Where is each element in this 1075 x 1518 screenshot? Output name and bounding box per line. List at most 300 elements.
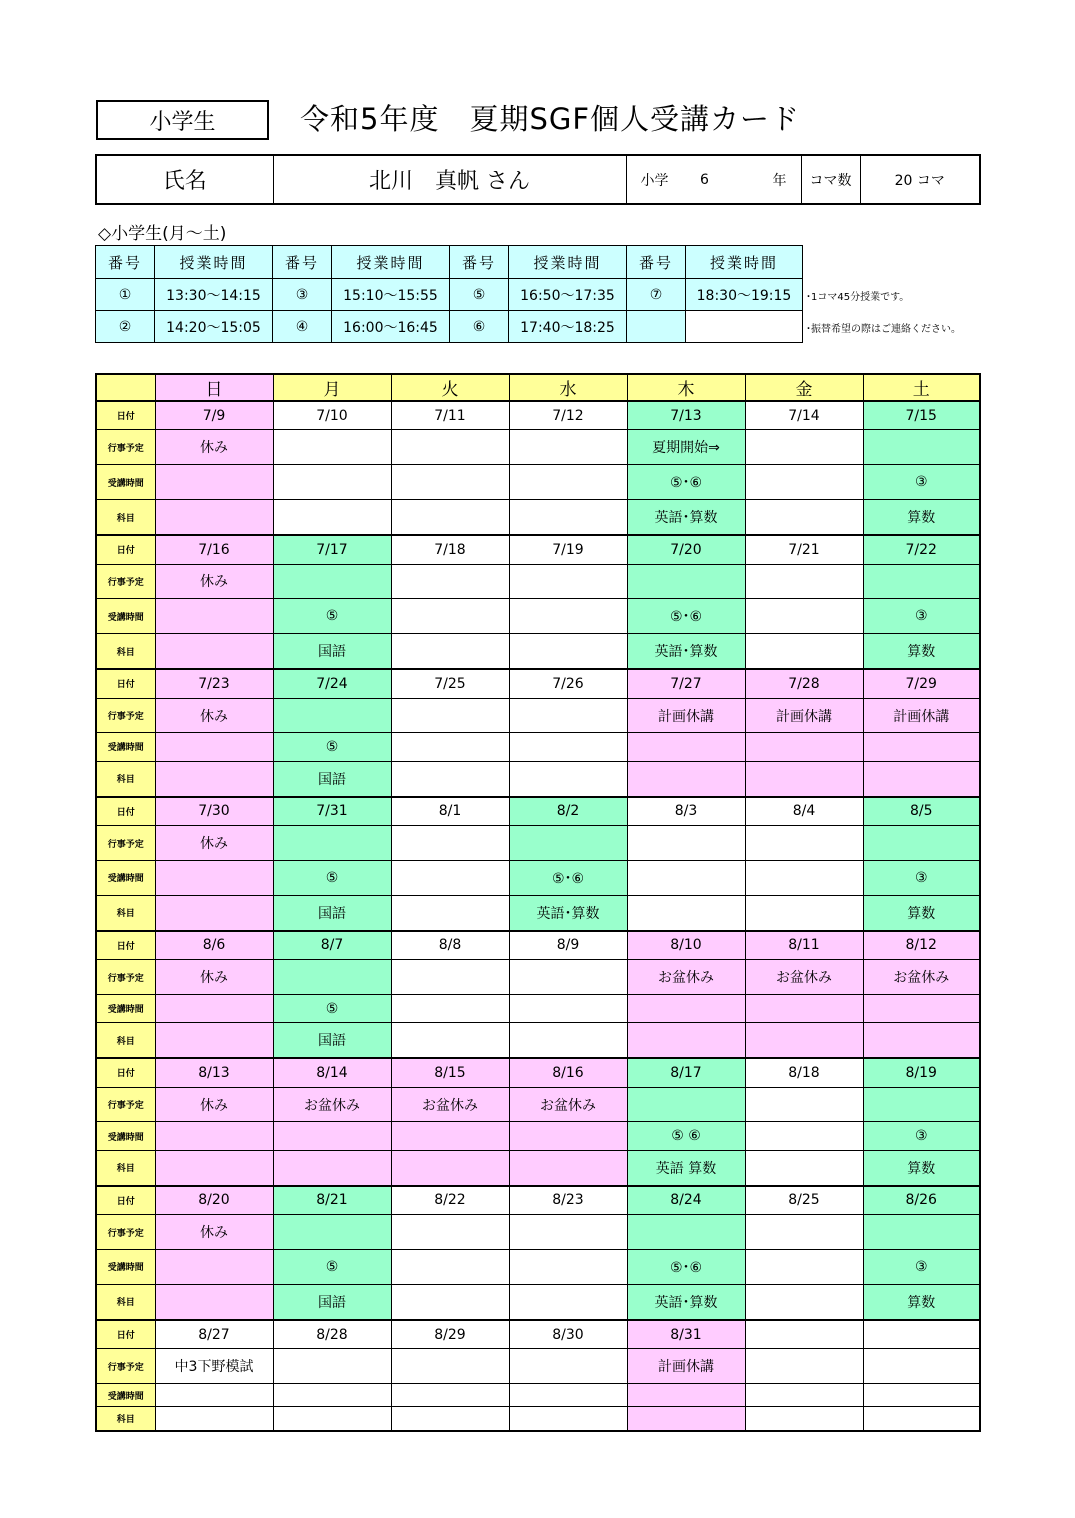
subject-cell xyxy=(155,634,273,670)
date-cell: 8/19 xyxy=(863,1058,980,1087)
subject-cell xyxy=(155,895,273,931)
time-cell xyxy=(391,994,509,1022)
subject-cell: 英語･算数 xyxy=(509,895,627,931)
time-cell xyxy=(509,599,627,634)
period-number: ④ xyxy=(273,311,332,343)
date-cell: 8/4 xyxy=(745,797,863,826)
koma-value: 20 コマ xyxy=(860,155,980,204)
subject-row xyxy=(96,1284,980,1320)
subject-cell xyxy=(745,1284,863,1320)
subject-cell xyxy=(273,1150,391,1186)
period-time: 18:30～19:15 xyxy=(686,279,803,311)
period-number: ⑤ xyxy=(450,279,509,311)
period-time: 13:30～14:15 xyxy=(155,279,273,311)
subject-cell xyxy=(391,895,509,931)
time-cell: ③ xyxy=(863,1122,980,1150)
period-time-header: 授業時間 xyxy=(155,246,273,279)
time-cell xyxy=(391,1249,509,1284)
date-cell: 8/15 xyxy=(391,1058,509,1087)
subject-row xyxy=(96,1150,980,1186)
period-num-header: 番号 xyxy=(96,246,155,279)
date-cell: 7/15 xyxy=(863,401,980,430)
event-cell xyxy=(627,564,745,599)
event-cell: 中3下野模試 xyxy=(155,1349,273,1384)
event-cell xyxy=(745,430,863,465)
date-row xyxy=(96,797,980,826)
row-label: 行事予定 xyxy=(96,564,155,599)
time-cell xyxy=(391,860,509,895)
time-cell: ③ xyxy=(863,860,980,895)
date-cell: 8/25 xyxy=(745,1186,863,1215)
row-label: 行事予定 xyxy=(96,1087,155,1122)
date-cell: 7/18 xyxy=(391,535,509,564)
period-num-header: 番号 xyxy=(627,246,686,279)
date-cell: 8/8 xyxy=(391,931,509,960)
date-cell: 7/13 xyxy=(627,401,745,430)
subject-cell xyxy=(509,1284,627,1320)
time-cell xyxy=(391,465,509,500)
subject-cell xyxy=(745,1023,863,1059)
row-label: 受講時間 xyxy=(96,994,155,1022)
row-label: 科目 xyxy=(96,634,155,670)
row-label: 日付 xyxy=(96,1320,155,1349)
period-number: ③ xyxy=(273,279,332,311)
subject-cell: 国語 xyxy=(273,1023,391,1059)
subject-cell: 算数 xyxy=(863,634,980,670)
subject-cell: 英語･算数 xyxy=(627,634,745,670)
time-cell: ⑤･⑥ xyxy=(627,465,745,500)
date-cell: 8/24 xyxy=(627,1186,745,1215)
row-label: 受講時間 xyxy=(96,733,155,761)
time-cell xyxy=(509,1384,627,1407)
event-cell xyxy=(509,960,627,995)
date-cell: 8/1 xyxy=(391,797,509,826)
event-cell xyxy=(863,430,980,465)
date-cell: 7/11 xyxy=(391,401,509,430)
subject-cell xyxy=(391,761,509,797)
weekday-header: 土 xyxy=(863,374,980,401)
row-label: 受講時間 xyxy=(96,599,155,634)
date-cell: 8/29 xyxy=(391,1320,509,1349)
row-label: 行事予定 xyxy=(96,1349,155,1384)
subject-cell xyxy=(391,1023,509,1059)
period-number: ⑦ xyxy=(627,279,686,311)
event-cell: 休み xyxy=(155,430,273,465)
section-label: ◇小学生(月～土) xyxy=(98,224,227,244)
period-header-row xyxy=(96,246,803,279)
event-row xyxy=(96,430,980,465)
subject-row xyxy=(96,634,980,670)
time-cell xyxy=(509,465,627,500)
time-cell xyxy=(155,733,273,761)
time-cell xyxy=(745,1249,863,1284)
subject-cell: 算数 xyxy=(863,895,980,931)
time-cell: ⑤ xyxy=(273,599,391,634)
subject-cell xyxy=(273,1407,391,1431)
row-label: 日付 xyxy=(96,1058,155,1087)
time-cell: ⑤･⑥ xyxy=(627,599,745,634)
row-label: 日付 xyxy=(96,669,155,698)
date-cell: 8/3 xyxy=(627,797,745,826)
time-cell xyxy=(627,860,745,895)
event-cell xyxy=(509,698,627,733)
subject-row xyxy=(96,1023,980,1059)
time-cell xyxy=(745,860,863,895)
date-cell: 8/22 xyxy=(391,1186,509,1215)
date-cell: 8/10 xyxy=(627,931,745,960)
time-cell xyxy=(745,599,863,634)
event-cell xyxy=(273,960,391,995)
period-num-header: 番号 xyxy=(450,246,509,279)
subject-cell xyxy=(509,1407,627,1431)
subject-cell xyxy=(509,1023,627,1059)
time-cell xyxy=(627,1384,745,1407)
date-row xyxy=(96,401,980,430)
time-cell xyxy=(745,994,863,1022)
date-cell: 8/26 xyxy=(863,1186,980,1215)
time-cell xyxy=(509,994,627,1022)
date-cell: 7/10 xyxy=(273,401,391,430)
level-badge: 小学生 xyxy=(96,100,269,140)
time-cell xyxy=(155,1249,273,1284)
event-cell xyxy=(745,564,863,599)
period-time-header: 授業時間 xyxy=(509,246,627,279)
time-cell: ③ xyxy=(863,599,980,634)
event-cell xyxy=(391,564,509,599)
row-label: 受講時間 xyxy=(96,1384,155,1407)
date-cell: 8/5 xyxy=(863,797,980,826)
subject-cell: 国語 xyxy=(273,895,391,931)
subject-cell: 算数 xyxy=(863,1284,980,1320)
event-cell: お盆休み xyxy=(863,960,980,995)
event-row xyxy=(96,960,980,995)
event-cell: 夏期開始⇒ xyxy=(627,430,745,465)
grade-value: 6 xyxy=(686,155,750,204)
subject-cell xyxy=(745,895,863,931)
date-cell: 7/28 xyxy=(745,669,863,698)
date-cell: 7/21 xyxy=(745,535,863,564)
event-cell xyxy=(391,430,509,465)
subject-row xyxy=(96,761,980,797)
subject-cell xyxy=(863,1023,980,1059)
time-cell xyxy=(863,733,980,761)
date-cell: 7/20 xyxy=(627,535,745,564)
period-number: ② xyxy=(96,311,155,343)
period-number xyxy=(627,311,686,343)
date-row xyxy=(96,1320,980,1349)
event-cell xyxy=(391,698,509,733)
date-cell: 7/16 xyxy=(155,535,273,564)
event-cell xyxy=(863,564,980,599)
subject-cell xyxy=(745,634,863,670)
time-cell xyxy=(155,1122,273,1150)
date-cell: 7/30 xyxy=(155,797,273,826)
date-cell: 8/28 xyxy=(273,1320,391,1349)
row-label: 科目 xyxy=(96,1023,155,1059)
date-cell: 8/18 xyxy=(745,1058,863,1087)
date-cell: 7/9 xyxy=(155,401,273,430)
event-cell xyxy=(391,960,509,995)
date-cell: 7/14 xyxy=(745,401,863,430)
row-label: 行事予定 xyxy=(96,698,155,733)
event-cell xyxy=(863,826,980,861)
subject-cell xyxy=(155,1407,273,1431)
event-cell: お盆休み xyxy=(745,960,863,995)
date-row xyxy=(96,931,980,960)
row-label: 科目 xyxy=(96,895,155,931)
school-type: 小学 xyxy=(626,155,686,204)
time-cell xyxy=(745,1122,863,1150)
event-cell: 休み xyxy=(155,564,273,599)
time-cell: ③ xyxy=(863,1249,980,1284)
date-cell: 8/14 xyxy=(273,1058,391,1087)
row-label: 行事予定 xyxy=(96,826,155,861)
event-row xyxy=(96,826,980,861)
event-cell xyxy=(391,1349,509,1384)
row-label: 日付 xyxy=(96,1186,155,1215)
subject-cell xyxy=(745,761,863,797)
time-cell xyxy=(155,860,273,895)
weekday-header: 日 xyxy=(155,374,273,401)
event-cell xyxy=(509,1349,627,1384)
event-row xyxy=(96,564,980,599)
note-reschedule: ･振替希望の際はご連絡ください。 xyxy=(806,324,961,335)
event-cell xyxy=(627,826,745,861)
page-title: 令和5年度 夏期SGF個人受講カード xyxy=(300,102,801,136)
row-label: 科目 xyxy=(96,1407,155,1431)
subject-cell: 国語 xyxy=(273,634,391,670)
event-cell: 休み xyxy=(155,960,273,995)
subject-cell xyxy=(627,895,745,931)
time-cell: ⑤･⑥ xyxy=(627,1249,745,1284)
date-cell: 8/6 xyxy=(155,931,273,960)
date-cell: 7/22 xyxy=(863,535,980,564)
subject-cell: 英語 算数 xyxy=(627,1150,745,1186)
row-label: 受講時間 xyxy=(96,1122,155,1150)
event-cell xyxy=(745,1349,863,1384)
date-cell: 7/25 xyxy=(391,669,509,698)
time-cell xyxy=(391,1122,509,1150)
period-number: ⑥ xyxy=(450,311,509,343)
event-cell: お盆休み xyxy=(509,1087,627,1122)
subject-cell xyxy=(391,1284,509,1320)
date-cell: 8/11 xyxy=(745,931,863,960)
weekday-header: 金 xyxy=(745,374,863,401)
event-cell: 計画休講 xyxy=(627,698,745,733)
time-row xyxy=(96,1384,980,1407)
event-cell xyxy=(273,826,391,861)
time-cell xyxy=(627,733,745,761)
time-cell xyxy=(627,994,745,1022)
event-cell xyxy=(273,698,391,733)
student-info-table xyxy=(95,154,981,205)
weekday-header: 水 xyxy=(509,374,627,401)
event-row xyxy=(96,1215,980,1250)
date-cell: 7/17 xyxy=(273,535,391,564)
subject-cell xyxy=(273,500,391,536)
time-cell xyxy=(155,465,273,500)
row-label: 日付 xyxy=(96,797,155,826)
date-cell: 8/20 xyxy=(155,1186,273,1215)
weekday-header: 火 xyxy=(391,374,509,401)
date-row xyxy=(96,1186,980,1215)
time-row xyxy=(96,1249,980,1284)
time-row xyxy=(96,994,980,1022)
subject-cell xyxy=(509,500,627,536)
time-cell xyxy=(273,1122,391,1150)
date-cell: 7/31 xyxy=(273,797,391,826)
time-cell xyxy=(155,994,273,1022)
time-cell xyxy=(509,1249,627,1284)
event-cell: 休み xyxy=(155,698,273,733)
time-cell xyxy=(745,1384,863,1407)
subject-cell xyxy=(155,500,273,536)
date-cell xyxy=(863,1320,980,1349)
date-cell: 8/2 xyxy=(509,797,627,826)
event-row xyxy=(96,1087,980,1122)
time-cell xyxy=(391,733,509,761)
time-cell: ⑤ xyxy=(273,860,391,895)
schedule-calendar xyxy=(95,373,981,1432)
date-cell: 7/12 xyxy=(509,401,627,430)
period-time xyxy=(686,311,803,343)
subject-cell: 国語 xyxy=(273,1284,391,1320)
note-lesson-length: ･1コマ45分授業です。 xyxy=(806,292,910,303)
event-cell xyxy=(627,1215,745,1250)
row-label: 科目 xyxy=(96,500,155,536)
period-time: 14:20～15:05 xyxy=(155,311,273,343)
grade-unit: 年 xyxy=(750,155,801,204)
time-cell xyxy=(745,733,863,761)
time-cell xyxy=(745,465,863,500)
time-cell xyxy=(863,994,980,1022)
date-cell: 7/27 xyxy=(627,669,745,698)
row-label: 科目 xyxy=(96,1284,155,1320)
event-cell xyxy=(863,1349,980,1384)
time-row xyxy=(96,599,980,634)
weekday-header: 木 xyxy=(627,374,745,401)
name-label: 氏名 xyxy=(96,155,273,204)
time-row xyxy=(96,1122,980,1150)
weekday-header: 月 xyxy=(273,374,391,401)
period-time: 16:00～16:45 xyxy=(332,311,450,343)
event-cell xyxy=(273,1215,391,1250)
subject-row xyxy=(96,895,980,931)
row-label: 行事予定 xyxy=(96,430,155,465)
date-cell: 7/24 xyxy=(273,669,391,698)
event-cell xyxy=(863,1087,980,1122)
event-cell: 計画休講 xyxy=(863,698,980,733)
subject-cell: 英語･算数 xyxy=(627,1284,745,1320)
row-label: 日付 xyxy=(96,401,155,430)
date-cell: 8/31 xyxy=(627,1320,745,1349)
date-cell: 7/29 xyxy=(863,669,980,698)
row-label: 受講時間 xyxy=(96,1249,155,1284)
event-cell xyxy=(745,826,863,861)
event-cell xyxy=(273,1349,391,1384)
period-num-header: 番号 xyxy=(273,246,332,279)
subject-cell xyxy=(509,1150,627,1186)
time-row xyxy=(96,733,980,761)
subject-cell: 算数 xyxy=(863,500,980,536)
date-cell: 8/9 xyxy=(509,931,627,960)
row-label: 日付 xyxy=(96,535,155,564)
date-cell: 8/21 xyxy=(273,1186,391,1215)
time-cell xyxy=(391,1384,509,1407)
time-cell: ⑤ ⑥ xyxy=(627,1122,745,1150)
row-label: 科目 xyxy=(96,1150,155,1186)
time-cell: ⑤ xyxy=(273,1249,391,1284)
event-cell: お盆休み xyxy=(391,1087,509,1122)
subject-cell xyxy=(391,1407,509,1431)
date-cell xyxy=(745,1320,863,1349)
subject-row xyxy=(96,1407,980,1431)
date-row xyxy=(96,1058,980,1087)
header-corner xyxy=(96,374,155,401)
subject-cell xyxy=(863,761,980,797)
event-cell xyxy=(745,1215,863,1250)
koma-label: コマ数 xyxy=(801,155,860,204)
date-cell: 8/16 xyxy=(509,1058,627,1087)
event-cell: 休み xyxy=(155,1087,273,1122)
date-cell: 7/19 xyxy=(509,535,627,564)
date-cell: 8/7 xyxy=(273,931,391,960)
date-cell: 7/23 xyxy=(155,669,273,698)
event-cell: 休み xyxy=(155,1215,273,1250)
subject-cell: 国語 xyxy=(273,761,391,797)
period-table xyxy=(95,245,803,343)
time-cell xyxy=(155,1384,273,1407)
event-cell xyxy=(509,826,627,861)
event-cell xyxy=(273,564,391,599)
time-cell xyxy=(273,465,391,500)
event-cell: 休み xyxy=(155,826,273,861)
time-cell xyxy=(391,599,509,634)
event-cell xyxy=(509,430,627,465)
period-number: ① xyxy=(96,279,155,311)
event-cell xyxy=(509,564,627,599)
weekday-header-row xyxy=(96,374,980,401)
row-label: 日付 xyxy=(96,931,155,960)
subject-cell xyxy=(391,634,509,670)
subject-cell xyxy=(155,1023,273,1059)
row-label: 受講時間 xyxy=(96,465,155,500)
event-row xyxy=(96,698,980,733)
period-row xyxy=(96,279,803,311)
subject-cell xyxy=(745,1150,863,1186)
period-row xyxy=(96,311,803,343)
period-time: 15:10～15:55 xyxy=(332,279,450,311)
subject-cell xyxy=(155,761,273,797)
date-cell: 8/13 xyxy=(155,1058,273,1087)
time-row xyxy=(96,465,980,500)
row-label: 行事予定 xyxy=(96,960,155,995)
subject-cell xyxy=(745,500,863,536)
period-time-header: 授業時間 xyxy=(332,246,450,279)
student-name: 北川 真帆 さん xyxy=(273,155,626,204)
row-label: 行事予定 xyxy=(96,1215,155,1250)
subject-row xyxy=(96,500,980,536)
period-time-header: 授業時間 xyxy=(686,246,803,279)
subject-cell xyxy=(863,1407,980,1431)
period-time: 16:50～17:35 xyxy=(509,279,627,311)
event-cell xyxy=(627,1087,745,1122)
period-time: 17:40～18:25 xyxy=(509,311,627,343)
subject-cell xyxy=(391,500,509,536)
subject-cell xyxy=(509,634,627,670)
event-cell: 計画休講 xyxy=(627,1349,745,1384)
event-cell: お盆休み xyxy=(627,960,745,995)
